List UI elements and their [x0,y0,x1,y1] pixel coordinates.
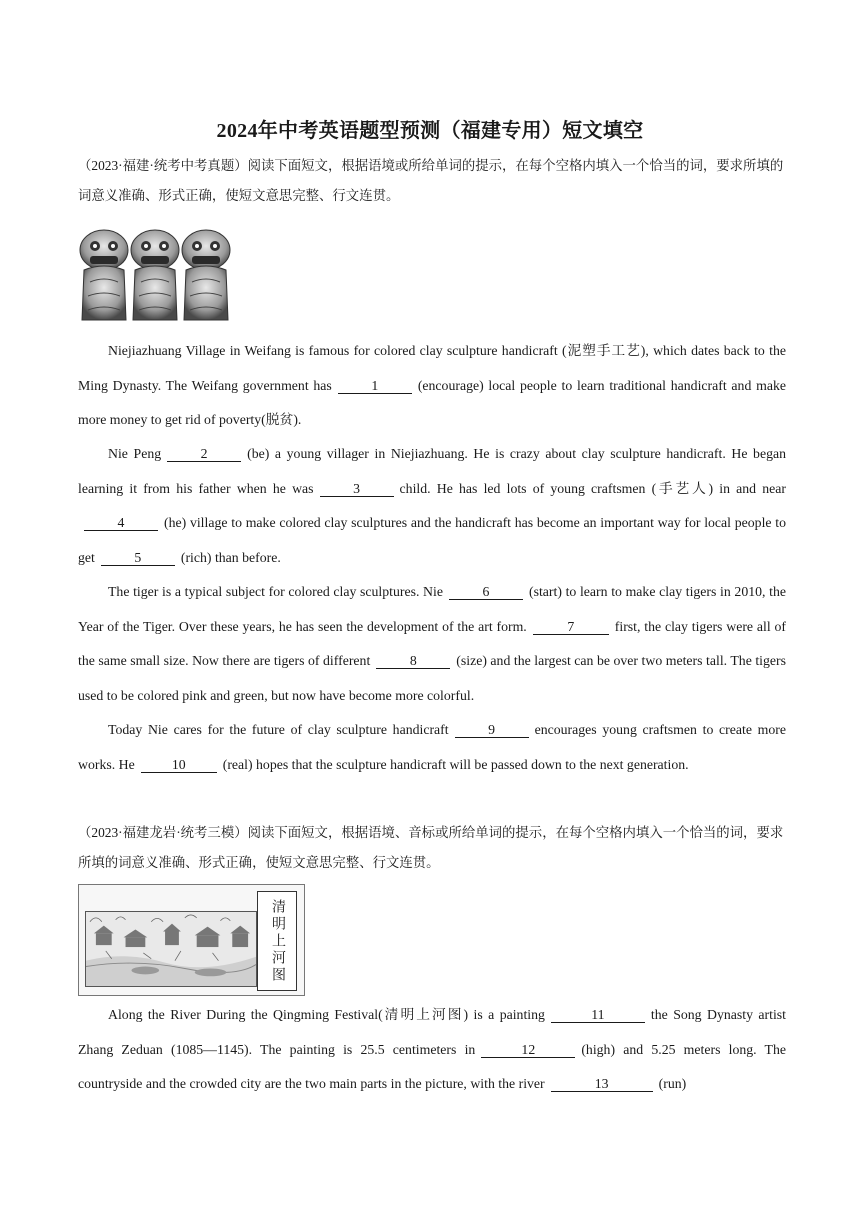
blank-9[interactable]: 9 [455,722,529,738]
page-title: 2024年中考英语题型预测（福建专用）短文填空 [216,120,644,142]
text-fragment: Nie Peng [108,446,162,461]
paragraph-4 [78,713,786,782]
blank-3[interactable]: 3 [320,481,394,497]
blank-13[interactable]: 13 [551,1076,653,1092]
text-fragment: (run) [658,1076,687,1091]
blank-11[interactable]: 11 [551,1007,645,1023]
text-fragment: encourages young craftsmen to create more works. He [78,722,787,772]
clay-tigers-image [78,226,232,322]
tiger-figure-3 [182,230,230,320]
blank-5[interactable]: 5 [101,550,175,566]
text-fragment: (be) a young villager in Niejiazhuang. He is crazy about clay sculpture handicraft. He began learning it from his father when he was [78,446,787,496]
blank-10[interactable]: 10 [141,757,217,773]
paragraph-1 [78,334,786,438]
qingming-painting-image [78,884,305,996]
text-fragment: The tiger is a typical subject for colored clay sculptures. Nie [108,584,443,599]
painting-title-text: 清明上河图 [270,898,285,984]
blank-7[interactable]: 7 [533,619,609,635]
text-fragment: the Song Dynasty artist Zhang Zeduan (1085—1145). The painting is 25.5 centimeters in [78,1007,786,1057]
text-fragment: (he) village to make colored clay sculptures and the handicraft has become an important way for local people to get [78,515,786,565]
section2-instructions: （2023·福建龙岩·统考三模）阅读下面短文，根据语境、音标或所给单词的提示，在每个空格内填入一个恰当的词，要求所填的词意义准确、形式正确，使短文意思完整、行文连贯。 [78,825,784,870]
text-fragment: (high) and 5.25 meters long. The countryside and the crowded city are the two main parts in the picture, with the river [78,1041,787,1091]
paragraph-3 [78,575,786,713]
blank-8[interactable]: 8 [376,653,450,669]
text-fragment: (encourage) local people to learn traditional handicraft and make more money to get rid of poverty(脱贫). [78,377,786,427]
text-fragment: child. He has led lots of young craftsmen (手艺人) in and near [399,480,786,496]
text-fragment: Niejiazhuang Village in Weifang is famous for colored clay sculpture handicraft (泥塑手工艺), which dates back to the Ming Dynasty. The Weifang government has [78,343,786,393]
tiger-figure-1 [80,230,128,320]
blank-6[interactable]: 6 [449,584,523,600]
blank-12[interactable]: 12 [481,1042,575,1058]
blank-1[interactable]: 1 [338,378,412,394]
paragraph-2 [78,437,786,575]
blank-4[interactable]: 4 [84,515,158,531]
text-fragment: (real) hopes that the sculpture handicraft will be passed down to the next generation. [222,756,689,772]
text-fragment: Along the River During the Qingming Festival(清明上河图) is a painting [108,1007,545,1022]
text-fragment: Today Nie cares for the future of clay sculpture handicraft [108,722,449,737]
text-fragment: (start) to learn to make clay tigers in 2010, the Year of the Tiger. Over these years, he has seen the development of the art form. [78,584,786,634]
section1-instructions: （2023·福建·统考中考真题）阅读下面短文，根据语境或所给单词的提示，在每个空格内填入一个恰当的词，要求所填的词意义准确、形式正确，使短文意思完整、行文连贯。 [78,158,784,203]
text-fragment: (rich) than before. [180,549,281,565]
text-fragment: first, the clay tigers were all of the same small size. Now there are tigers of different [78,618,786,668]
painting-title-label [257,891,297,991]
text-fragment: (size) and the largest can be over two meters tall. The tigers used to be colored pink and green, but now have become more colorful. [78,653,786,703]
tiger-figure-2 [131,230,179,320]
paragraph-5 [78,998,786,1102]
painting-scene [85,911,257,987]
blank-2[interactable]: 2 [167,446,241,462]
